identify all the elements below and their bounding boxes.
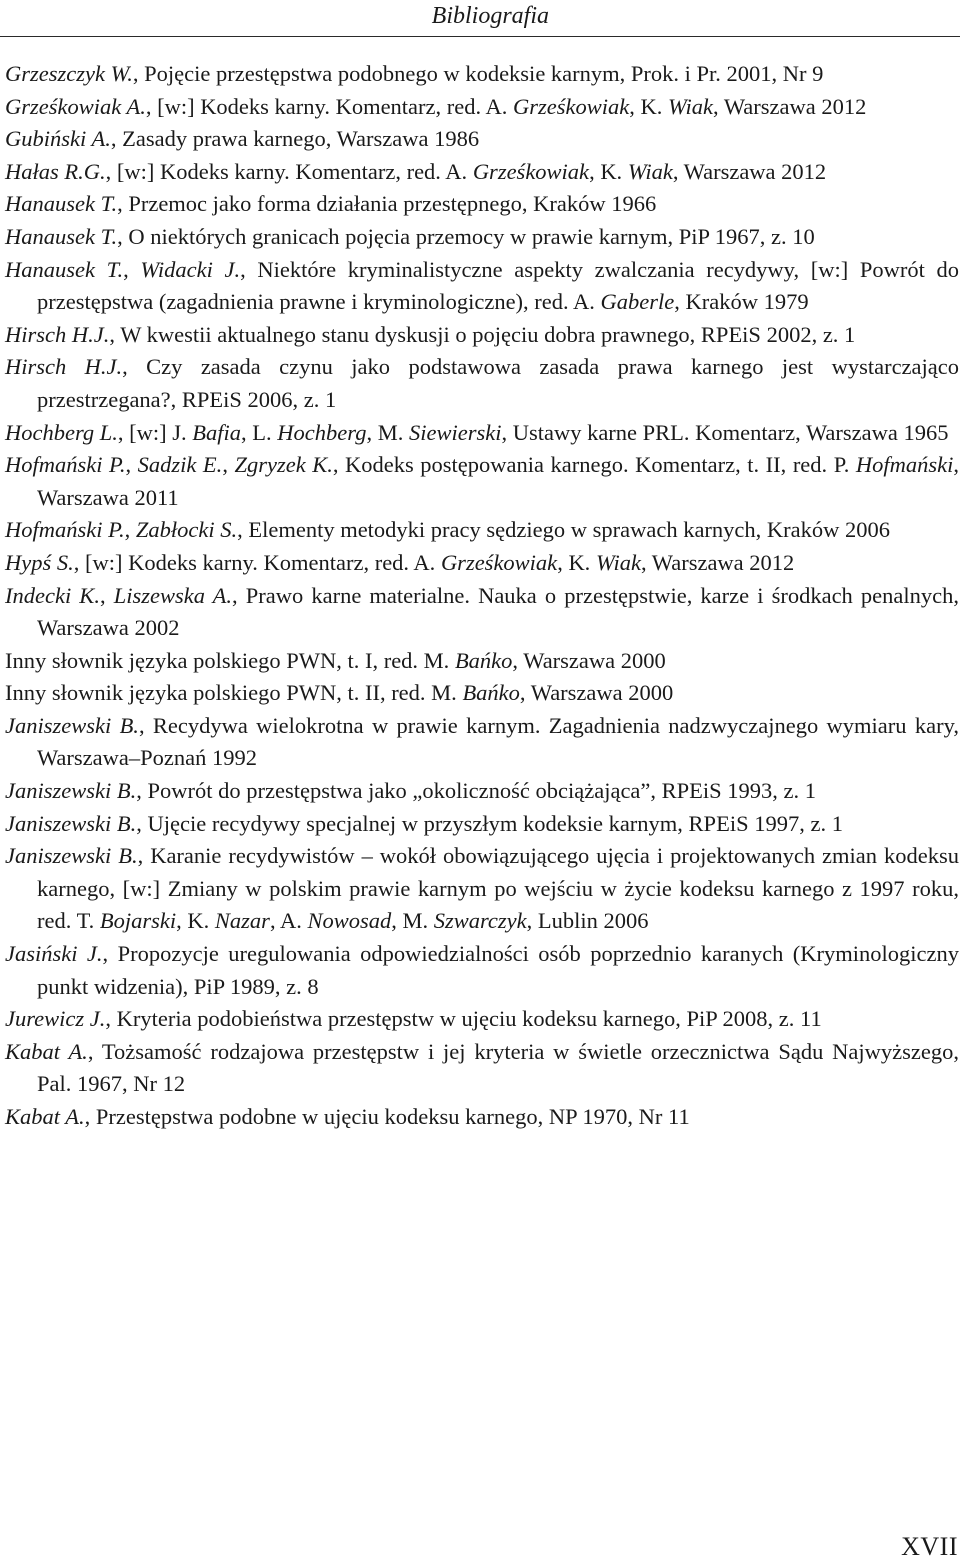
entry-italic-text: Sadzik E. <box>137 452 223 478</box>
entry-text: , W kwestii aktualnego stanu dyskusji o pojęciu dobra prawnego, RPEiS 2002, z. 1 <box>109 321 856 347</box>
bibliography-entry <box>5 188 959 221</box>
entry-text: , Ustawy karne PRL. Komentarz, Warszawa 1965 <box>501 419 949 445</box>
bibliography-entry <box>5 1003 959 1036</box>
entry-text: , <box>99 582 114 608</box>
entry-text: Inny słownik języka polskiego PWN, t. II, red. M. <box>5 680 463 706</box>
entry-text: , <box>125 452 138 478</box>
bibliography-entry <box>5 1101 959 1134</box>
entry-text: , Przemoc jako forma działania przestępnego, Kraków 1966 <box>117 191 657 217</box>
entry-text: , K. <box>629 93 669 119</box>
entry-italic-text: Siewierski <box>408 419 502 445</box>
entry-text: , Warszawa 2000 <box>519 680 674 706</box>
bibliography-entry <box>5 91 959 124</box>
bibliography-entry <box>5 1036 959 1101</box>
entry-italic-text: Zabłocki S. <box>135 517 238 543</box>
bibliography-entry <box>5 417 959 450</box>
entry-italic-text: Gubiński A. <box>5 126 111 152</box>
bibliography-entry <box>5 645 959 678</box>
entry-text: , L. <box>241 419 278 445</box>
entry-italic-text: Grzeszczyk W. <box>5 61 133 86</box>
entry-italic-text: Hofmański <box>855 452 954 478</box>
entry-italic-text: Janiszewski B. <box>5 810 137 836</box>
entry-text: , M. <box>366 419 409 445</box>
entry-italic-text: Bańko <box>462 680 520 706</box>
entry-text: , Ujęcie recydywy specjalnej w przyszłym kodeksie karnym, RPEiS 1997, z. 1 <box>136 810 843 836</box>
entry-text: , O niektórych granicach pojęcia przemocy w prawie karnym, PiP 1967, z. 10 <box>117 223 815 249</box>
entry-text: , Warszawa 2012 <box>713 93 867 119</box>
entry-text: , Czy zasada czynu jako podstawowa zasada prawa karnego jest wystarczająco przestrzegana?, RPEiS 2006, z. 1 <box>37 354 959 412</box>
entry-italic-text: Widacki J. <box>140 256 241 282</box>
entry-italic-text: Kabat A. <box>5 1038 88 1064</box>
bibliography-entry <box>5 775 959 808</box>
entry-italic-text: Wiak <box>627 158 673 184</box>
page-number: XVII <box>901 1532 958 1561</box>
entry-italic-text: Wiak <box>668 93 714 119</box>
entry-italic-text: Hofmański P. <box>5 517 125 543</box>
entry-italic-text: Hanausek T. <box>5 223 118 249</box>
entry-italic-text: Grześkowiak <box>513 93 630 119</box>
entry-text: , <box>124 517 136 543</box>
entry-italic-text: Nazar <box>214 908 270 934</box>
bibliography-entry <box>5 351 959 416</box>
entry-italic-text: Bojarski <box>99 908 177 934</box>
entry-text: , A. <box>269 908 308 934</box>
bibliography-entry <box>5 677 959 710</box>
entry-text: , Warszawa 2012 <box>672 158 827 184</box>
entry-text: , M. <box>391 908 434 934</box>
bibliography-entry <box>5 710 959 775</box>
entry-italic-text: Indecki K. <box>5 582 100 608</box>
entry-text: , Kraków 1979 <box>674 289 809 315</box>
entry-text: , <box>222 452 235 478</box>
entry-text: , Propozycje uregulowania odpowiedzialności osób poprzednio karanych (Kryminologiczny punkt widzenia), PiP 1989, z. 8 <box>37 941 959 999</box>
entry-italic-text: Hochberg <box>277 419 367 445</box>
entry-text: , Przestępstwa podobne w ujęciu kodeksu karnego, NP 1970, Nr 11 <box>84 1104 690 1129</box>
entry-italic-text: Bafia <box>192 419 242 445</box>
entry-text: , K. <box>589 158 628 184</box>
entry-text: , Warszawa 2012 <box>640 549 795 575</box>
entry-text: , <box>123 256 141 282</box>
entry-text: , Lublin 2006 <box>526 908 649 934</box>
bibliography-entry <box>5 840 959 938</box>
bibliography-entry <box>5 123 959 156</box>
entry-italic-text: Janiszewski B. <box>5 712 139 738</box>
entry-text: , Kryteria podobieństwa przestępstw w ujęciu kodeksu karnego, PiP 2008, z. 11 <box>105 1006 822 1032</box>
entry-italic-text: Hanausek T. <box>5 191 118 217</box>
entry-italic-text: Nowosad <box>307 908 392 934</box>
entry-text: , Warszawa 2011 <box>37 452 959 510</box>
entry-text: , [w:] Kodeks karny. Komentarz, red. A. <box>105 158 473 184</box>
entry-italic-text: Jasiński J. <box>5 941 103 967</box>
entry-text: , K. <box>557 549 596 575</box>
bibliography-list <box>5 58 959 1134</box>
entry-italic-text: Grześkowiak A. <box>5 93 146 119</box>
entry-italic-text: Hirsch H.J. <box>5 321 110 347</box>
entry-italic-text: Liszewska A. <box>113 582 233 608</box>
bibliography-entry <box>5 319 959 352</box>
entry-text: , [w:] J. <box>117 419 193 445</box>
entry-italic-text: Hochberg L. <box>5 419 118 445</box>
entry-text: , Elementy metodyki pracy sędziego w sprawach karnych, Kraków 2006 <box>237 517 891 543</box>
entry-italic-text: Hofmański P. <box>5 452 126 478</box>
entry-italic-text: Kabat A. <box>5 1104 85 1129</box>
entry-text: , Tożsamość rodzajowa przestępstw i jej kryteria w świetle orzecznictwa Sądu Najwyższego, Pal. 1967, Nr 12 <box>37 1038 959 1097</box>
entry-text: , [w:] Kodeks karny. Komentarz, red. A. <box>145 93 514 119</box>
entry-text: , Karanie recydywistów – wokół obowiązującego ujęcia i projektowanych zmian kodeksu karnego, [w:] Zmiany w polskim prawie karnym po wejściu w życie kodeksu karnego z 1997 roku, red. T. <box>37 843 959 934</box>
entry-italic-text: Grześkowiak <box>440 549 558 575</box>
header-rule <box>0 36 960 37</box>
entry-text: , K. <box>176 908 215 934</box>
entry-text: , Warszawa 2000 <box>512 647 666 673</box>
bibliography-entry <box>5 938 959 1003</box>
bibliography-entry <box>5 449 959 514</box>
entry-text: , Niektóre kryminalistyczne aspekty zwalczania recydywy, [w:] Powrót do przestępstwa (zagadnienia prawne i kryminologiczne), red. A. <box>37 256 959 315</box>
entry-text: , Prawo karne materialne. Nauka o przestępstwie, karze i środkach penalnych, Warszawa 2002 <box>37 582 960 641</box>
entry-text: Inny słownik języka polskiego PWN, t. I, red. M. <box>5 647 455 673</box>
entry-italic-text: Grześkowiak <box>472 158 590 184</box>
running-header-title: Bibliografia <box>431 3 549 29</box>
bibliography-entry <box>5 58 959 91</box>
bibliography-entry <box>5 514 959 547</box>
entry-italic-text: Hanausek T. <box>5 256 124 282</box>
bibliography-entry <box>5 580 959 645</box>
entry-italic-text: Zgryzek K. <box>234 452 333 478</box>
entry-text: , Kodeks postępowania karnego. Komentarz, t. II, red. P. <box>332 452 856 478</box>
entry-italic-text: Hałas R.G. <box>5 158 106 184</box>
entry-text: , Pojęcie przestępstwa podobnego w kodeksie karnym, Prok. i Pr. 2001, Nr 9 <box>132 61 824 86</box>
entry-text: , Recydywa wielokrotna w prawie karnym. Zagadnienia nadzwyczajnego wymiaru kary, Warszawa–Poznań 1992 <box>37 712 959 771</box>
entry-italic-text: Wiak <box>595 549 641 575</box>
entry-text: , Powrót do przestępstwa jako „okoliczność obciążająca”, RPEiS 1993, z. 1 <box>136 778 817 804</box>
entry-text: , Zasady prawa karnego, Warszawa 1986 <box>110 126 480 152</box>
entry-italic-text: Hypś S. <box>5 549 74 575</box>
entry-italic-text: Bańko <box>454 647 513 673</box>
bibliography-entry <box>5 221 959 254</box>
entry-italic-text: Hirsch H.J. <box>5 354 123 380</box>
entry-italic-text: Szwarczyk <box>433 908 527 934</box>
entry-text: , [w:] Kodeks karny. Komentarz, red. A. <box>73 549 441 575</box>
bibliography-entry <box>5 156 959 189</box>
bibliography-entry <box>5 547 959 580</box>
entry-italic-text: Gaberle <box>600 289 675 315</box>
entry-italic-text: Janiszewski B. <box>5 843 138 869</box>
bibliography-entry <box>5 254 959 319</box>
entry-italic-text: Jurewicz J. <box>5 1006 106 1032</box>
bibliography-entry <box>5 808 959 841</box>
running-header <box>0 0 960 36</box>
entry-italic-text: Janiszewski B. <box>5 778 137 804</box>
